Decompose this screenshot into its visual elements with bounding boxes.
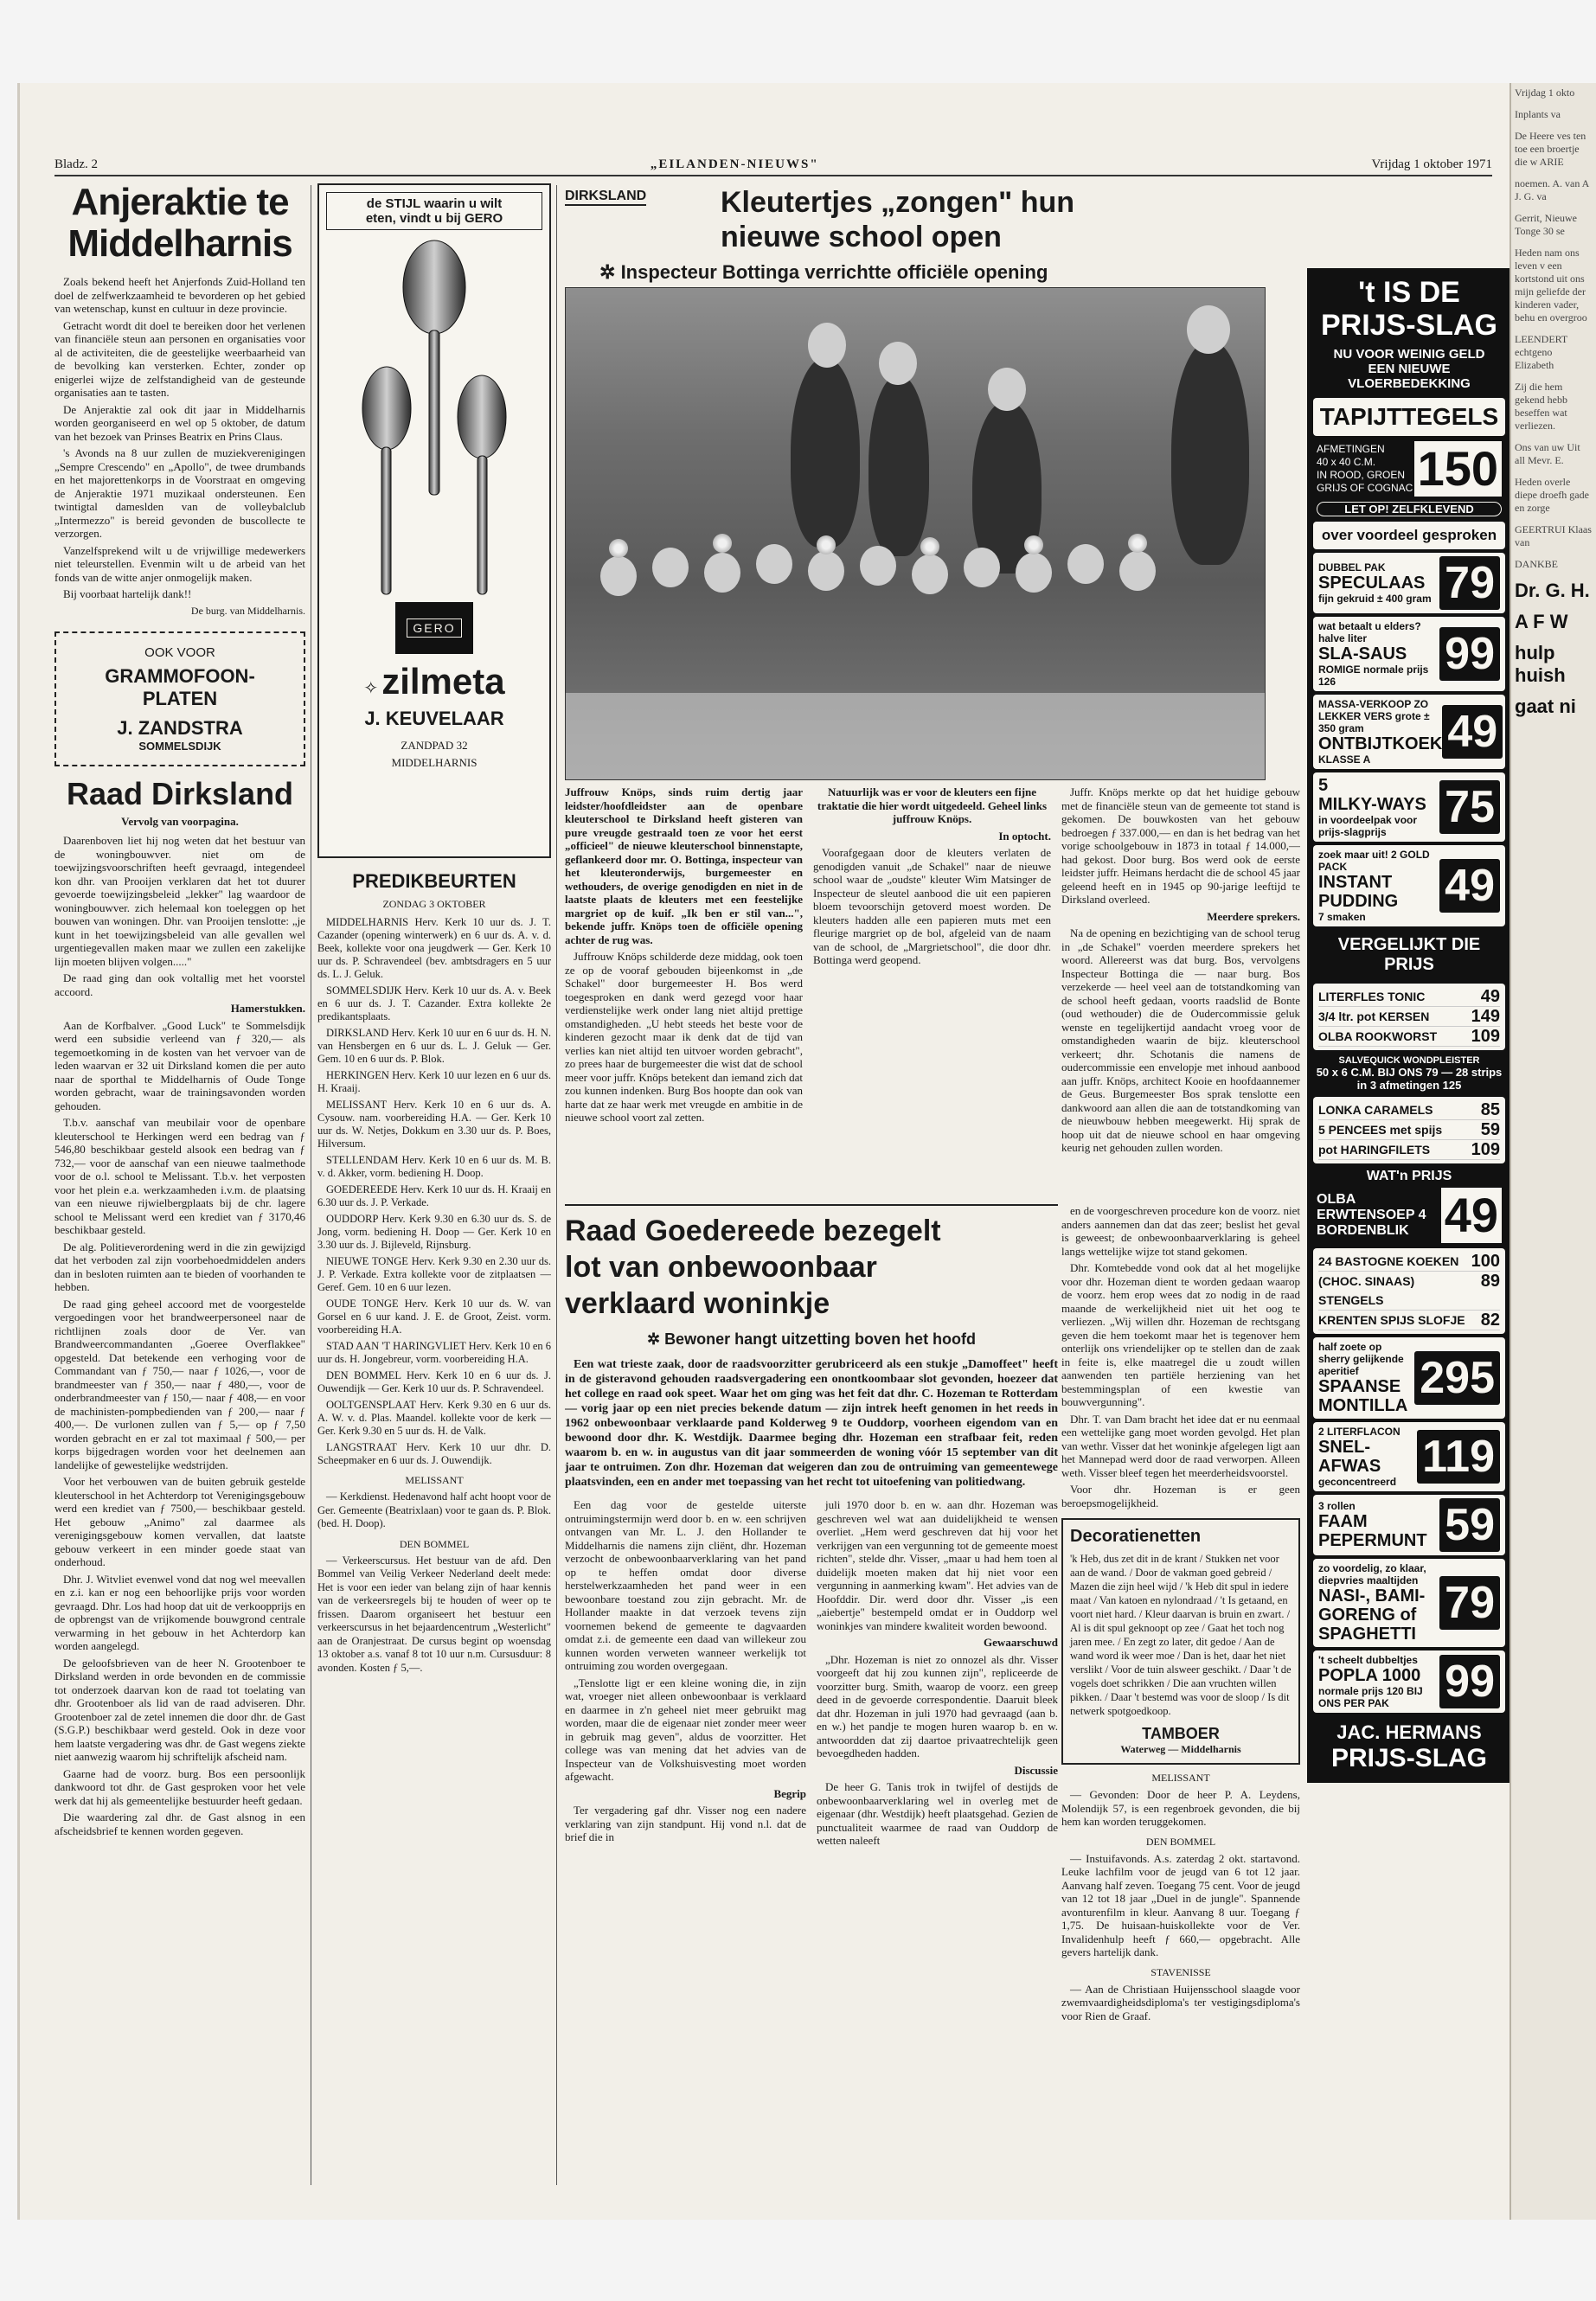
price-row-name: 3/4 ltr. pot KERSEN bbox=[1318, 1009, 1430, 1023]
paragraph: — Kerkdienst. Hedenavond half acht hoopt voor de Ger. Gemeente (Beatrixlaan) voor te gaan ds. P. Blok. (bed. H. Doop). bbox=[317, 1490, 551, 1529]
paragraph: De geloofsbrieven van de heer N. Grootenboer te Dirksland werden in orde bevonden en de commissie tot onderzoek daarvan kon de raad tot toelating van dhr. Grootenboer als lid van de raad adviseren. Dhr. Grootenboer zal de zetel innemen die door dhr. de Gast (S.G.P.) beschikbaar werd gesteld. Ook in deze voor hem laatste vergadering was dhr. de Gast wegens ziekte niet aanwezig waarom hij schriftelijk afscheid nam. bbox=[54, 1656, 305, 1763]
ad-item bbox=[1313, 1559, 1505, 1647]
next-page-text bbox=[1511, 83, 1596, 730]
price-row-value: 89 bbox=[1480, 1272, 1500, 1291]
lead-title-line: Kleutertjes „zongen" hun bbox=[721, 186, 1075, 219]
ad-tag-line: VLOERBEDEKKING bbox=[1348, 376, 1471, 391]
paragraph: — Gevonden: Door de heer P. A. Leydens, Molendijk 57, is een regenbroek gevonden, die bij hem kan worden teruggekomen. bbox=[1061, 1788, 1300, 1828]
paragraph: De Anjeraktie zal ook dit jaar in Middelharnis worden georganiseerd en wel op 5 oktober, de datum van het bezoek van Prinses Beatrix en Prins Claus. bbox=[54, 402, 305, 443]
price-row-name: LITERFLES TONIC bbox=[1318, 990, 1426, 1003]
item-line: in voordeelpak voor prijs-slagprijs bbox=[1318, 814, 1418, 838]
item-name: SLA-SAUS bbox=[1318, 644, 1407, 663]
photo-child-head bbox=[652, 548, 689, 587]
shop-city: MIDDELHARNIS bbox=[391, 756, 478, 769]
item-name: NASI-, BAMI-GORENG of SPAGHETTI bbox=[1318, 1586, 1426, 1644]
item-line: normale prijs 120 BIJ ONS PER PAK bbox=[1318, 1685, 1423, 1709]
price-row-value: 109 bbox=[1471, 1027, 1500, 1046]
lead-title-line: nieuwe school open bbox=[721, 221, 1002, 253]
photo-child-head bbox=[600, 556, 637, 596]
church-entry: GOEDEREEDE Herv. Kerk 10 uur ds. H. Kraaij en 6.30 uur ds. J. P. Verkade. bbox=[317, 1183, 551, 1208]
spec-line: 40 x 40 C.M. bbox=[1317, 456, 1376, 468]
paragraph: — Instuifavonds. A.s. zaterdag 2 okt. startavond. Leuke lachfilm voor de jeugd van 6 tot 12 jaar. Aanvang half zeven. Toegang 75 cent. Voor de jeugd van 12 tot 18 jaar „Duel in de jungle". Spannende avonturenfilm in kleur. Aanvang 8 uur. Toegang ƒ 1,75. De huisaan-huiskollekte voor de Ver. Invalidenhulp heeft ƒ 660,— opgebracht. Alle gevers hartelijk dank. bbox=[1061, 1851, 1300, 1958]
photo-caption: Juffrouw Knöps, sinds ruim dertig jaar leidster/hoofdleidster aan de openbare kleuterschool te Dirksland heeft gisteren van pure vreugde gestraald toen ze voor het eerst „officieel" de nieuwe kleuterschool binnenstapte, geflankeerd door mr. O. Bottinga, inspecteur van het kleuteronderwijs, burgemeester en wethouders, de overige genodigden en niet in de laatste plaats de kleuters met een feestelijke margriet op de kuif. „Ik ben er stil van...", bekende juffr. Knöps toen de officiële opening achter de rug was. bbox=[565, 785, 803, 946]
paragraph: „Tenslotte ligt er een kleine woning die, in zijn wat, vroeger niet alleen onbewoonbaar is verklaard en daarmee in z'n geheel niet meer gebruikt mag worden, maar die de eigenaar niet zonder meer weer in gebruik mag geven", aldus de voorzitter. Het college was van mening dat het advies van de Inspecteur van de Volkshuisvesting moet worden afgewacht. bbox=[565, 1676, 806, 1783]
next-page-line: A F W bbox=[1515, 611, 1568, 632]
item-line: DUBBEL PAK bbox=[1318, 561, 1386, 574]
church-entry: OUDE TONGE Herv. Kerk 10 uur ds. W. van Gorsel en 6 uur kand. J. E. de Groot, Zeist. vorm. voorbereiding H.A. bbox=[317, 1298, 551, 1336]
price-row bbox=[1318, 1140, 1500, 1160]
page-number: Bladz. 2 bbox=[54, 157, 98, 171]
news-place: MELISSANT bbox=[1151, 1772, 1210, 1784]
next-page-line: Inplants va bbox=[1515, 108, 1561, 120]
photo-child-head bbox=[808, 551, 844, 591]
price-row bbox=[1318, 1311, 1500, 1330]
second-title-line: lot van onbewoonbaar bbox=[565, 1251, 877, 1284]
article-title-raad-dirksland: Raad Dirksland bbox=[66, 776, 294, 811]
ad-tegels-spec bbox=[1310, 438, 1509, 500]
spec-list bbox=[1317, 443, 1413, 495]
signature: De burg. van Middelharnis. bbox=[190, 604, 305, 617]
paragraph: Juffrouw Knöps schilderde deze middag, ook toen ze op de vooraf gebouden bijeenkomst in „de Schakel" door burgemeester H. Bos werd toegesproken en dank werd gezegd voor haar verdienstelijke werk onder lang niet altijd prettige omstandigheden. „U hebt steeds het beste voor de kinderen gezocht maar ik denk dat de tijd van verlies kan niet altijd ten uitvoer worden gebracht", zo prees haar de burgemeester die wist dat de school meer voor juffr. Knöps betekent dan iemand zich dat zou kunnen indenken. Burg Bos hoopte dan ook van harte dat ze haar werk met vreugde en ambitie in de nieuwe school voort zal zetten. bbox=[565, 950, 803, 1124]
price-row-name: 24 BASTOGNE KOEKEN bbox=[1318, 1254, 1459, 1268]
ad-erwtensoep bbox=[1310, 1186, 1509, 1245]
ad-line: J. ZANDSTRA bbox=[117, 717, 243, 739]
ad-item bbox=[1313, 845, 1505, 926]
ad-poem: 'k Heb, dus zet dit in de krant / Stukken net voor aan de wand. / Door de vakman goed gebreid / Mazen die zijn heel wijd / 'k Heb dit spul in iedere maat / Van katoen en nylondraad / 't Is getaand, en voort niet hard. / Kleur daarvan is bruin en zwart. / Al is dit spul geknoopt op zee / Gaat het toch nog jaren mee. / En zegt zo later, dit gedoe / Aan de wand word ik weer moe / Dan is het, daar het niet verslikt / Voor de tuin alsweer geschikt. / Daar 't de vogels doet schrikken / Die aan vruchten willen pikken. / Daar 't bestemd was voor de sloop / Is dit netwerk spotgoedkoop. bbox=[1070, 1553, 1292, 1717]
melissant-news bbox=[1061, 1788, 1300, 1829]
title-line-2: Middelharnis bbox=[67, 222, 292, 265]
photo-children-row bbox=[600, 522, 1240, 677]
ad-price-list bbox=[1313, 1248, 1505, 1334]
price-row bbox=[1318, 987, 1500, 1007]
spec-line: GRIJS OF COGNAC bbox=[1317, 482, 1413, 494]
price-row-value: 49 bbox=[1480, 987, 1500, 1006]
lead-col-a bbox=[565, 785, 803, 1128]
lead-col-c bbox=[1061, 785, 1300, 1158]
photo-figure bbox=[791, 357, 860, 548]
second-subtitle-text: Bewoner hangt uitzetting boven het hoofd bbox=[664, 1330, 977, 1348]
spoons-illustration bbox=[326, 235, 542, 599]
photo-child-head bbox=[860, 546, 896, 586]
paragraph: Voorafgegaan door de kleuters verlaten de genodigden vanuit „de Schakel" naar de nieuwe school waar de „oudste" kleuter Wim Matsinger de Inspecteur de sleutel aanbood die uit een papieren bloem tevoorschijn getoverd moest worden. De kleuters hadden alle een papieren muts met een fleurige margriet op de bol, afgeleid van de naam van de school, de „Margrietschool", die door dhr. Bottinga werd geopend. bbox=[813, 846, 1051, 966]
news-place: DEN BOMMEL bbox=[399, 1537, 470, 1550]
price-row-name: 5 PENCEES met spijs bbox=[1318, 1123, 1443, 1137]
item-name: SPECULAAS bbox=[1318, 574, 1426, 593]
price-row bbox=[1318, 1272, 1500, 1311]
next-page-line: Gerrit, Nieuwe Tonge 30 se bbox=[1515, 212, 1577, 237]
item-name: FAAM PEPERMUNT bbox=[1318, 1512, 1427, 1550]
paragraph: Getracht wordt dit doel te bereiken door het verlenen van financiële steun aan personen en organisaties voor al de activiteiten, die de geestelijke weerbaarheid van de bevolking kan versterken. Echter, zonder op enigerlei wijze de zelfstandigheid van de gesteunde organisaties aan te tasten. bbox=[54, 318, 305, 399]
column-anjeraktie bbox=[54, 183, 305, 2190]
spec-line: IN ROOD, GROEN bbox=[1317, 469, 1406, 481]
price-row-name: OLBA ROOKWORST bbox=[1318, 1029, 1438, 1043]
flower-icon bbox=[609, 539, 628, 558]
ad-title: Decoratienetten bbox=[1070, 1527, 1202, 1546]
item-name: MILKY-WAYS bbox=[1318, 795, 1426, 814]
church-entry: STAD AAN 'T HARINGVLIET Herv. Kerk 10 en 6 uur ds. H. Jongebreur, vorm. voorbereiding H.A. bbox=[317, 1340, 551, 1365]
paragraph: Dhr. J. Witvliet evenwel vond dat nog wel meevallen en z.i. kan er nog een behoorlijke prijs voor worden gevraagd. Dhr. Los had hoop dat uit de verkoopprijs en de opbrengst van de vrijkomende bouwgrond centrale verwarming in het gebouw in het Achterdorp kan worden aangelegd. bbox=[54, 1572, 305, 1652]
shop-address: ZANDPAD 32 bbox=[401, 739, 468, 752]
photo-caption: Natuurlijk was er voor de kleuters een fijne traktatie die hier wordt uitgedeeld. Geheel links juffrouw Knöps. bbox=[817, 785, 1048, 825]
ad-item-text bbox=[1318, 698, 1442, 766]
paragraph: Bij voorbaat hartelijk dank!! bbox=[63, 587, 192, 600]
ad-footer bbox=[1310, 1716, 1509, 1780]
price-tag: 150 bbox=[1414, 441, 1502, 497]
church-entry: DEN BOMMEL Herv. Kerk 10 en 6 uur ds. J. Ouwendijk — Ger. Kerk 10 uur ds. P. Schravendeel. bbox=[317, 1369, 551, 1394]
shop-name: J. KEUVELAAR bbox=[364, 708, 504, 729]
price-row bbox=[1318, 1007, 1500, 1027]
ad-item-text bbox=[1318, 849, 1439, 923]
gero-label: GERO bbox=[407, 619, 461, 638]
next-page-line: gaat ni bbox=[1515, 695, 1576, 717]
ad-prijsslag bbox=[1307, 268, 1511, 1783]
news-place: DEN BOMMEL bbox=[1145, 1835, 1216, 1848]
item-line: 5 bbox=[1318, 776, 1329, 795]
slogan-line: eten, vindt u bij GERO bbox=[365, 211, 503, 226]
ad-price-list bbox=[1313, 984, 1505, 1050]
church-entry: HERKINGEN Herv. Kerk 10 uur lezen en 6 uur ds. H. Kraaij. bbox=[317, 1069, 551, 1094]
item-line: zoek maar uit! 2 GOLD PACK bbox=[1318, 849, 1430, 873]
paragraph: De heer G. Tanis trok in twijfel of destijds de onbewoonbaarverklaring wel in overleg met de eigenaar (dhr. Westdijk) heeft plaatsgehad. Gezien de punctualiteit waarmee de raad van Ouddorp de wetten naleeft bbox=[817, 1780, 1058, 1847]
item-name: SNEL-AFWAS bbox=[1318, 1438, 1381, 1476]
next-page-line: Zij die hem gekend hebb beseffen wat verliezen. bbox=[1515, 381, 1567, 432]
ad-slogan bbox=[326, 192, 542, 230]
ad-line: GRAMMOFOON- bbox=[105, 665, 255, 687]
paragraph: De alg. Politieverordening werd in die zin gewijzigd dat het verboden zal zijn voorbehoedmiddelen anders dan in besloten ruimten aan te bieden of voorhanden te hebben. bbox=[54, 1240, 305, 1293]
preek-list bbox=[317, 916, 551, 1467]
flower-icon bbox=[817, 535, 836, 554]
melissant-news bbox=[317, 1490, 551, 1531]
article-title-anjeraktie bbox=[54, 183, 305, 263]
next-page-line: Ons van uw Uit all Mevr. E. bbox=[1515, 441, 1580, 466]
paragraph: Zoals bekend heeft het Anjerfonds Zuid-Holland ten doel de zelfwerkzaamheid te bevorderen op het gebied van wetenschap, kunst en cultuur in deze provincie. bbox=[54, 275, 305, 315]
ad-item-text bbox=[1318, 1426, 1417, 1488]
item-line: 't scheelt dubbeltjes bbox=[1318, 1654, 1418, 1666]
item-line: wat betaalt u elders? halve liter bbox=[1318, 620, 1421, 644]
section-head: Begrip bbox=[773, 1786, 806, 1800]
paragraph: — Aan de Christiaan Huijensschool slaagde voor zwemvaardigheidsdiploma's ter vestigingsdiploma's voor Rien de Graaf. bbox=[1061, 1982, 1300, 2022]
slogan-line: de STIJL waarin u wilt bbox=[366, 196, 503, 211]
paragraph: De raad ging geheel accoord met de voorgestelde vergoedingen voor het brandweerpersoneel naar de richtlijnen zoals door de Ver. van Brandweercommandanten „Goeree Overflakkee" opgesteld. Dat betekende een verhoging voor de Commandant van ƒ 750,— naar ƒ 1026,—, voor de brandmeester van ƒ 350,— naar ƒ 480,—, voor de onderbrandmeester van ƒ 150,— naar ƒ 408,— en voor de machinisten-pompbedienden van ƒ 200,— naar ƒ 400,—. De vurlonen zullen van ƒ 5,— op ƒ 7,50 worden gebracht en er zal tot maximaal ƒ 500,— per korps bijgedragen worden voor het deelnemen aan landelijke of gewestelijke wedstrijden. bbox=[54, 1297, 305, 1471]
next-page-line: Dr. G. H. bbox=[1515, 580, 1590, 601]
ad-line: OOK VOOR bbox=[144, 645, 215, 660]
church-entry: LANGSTRAAT Herv. Kerk 10 uur dhr. D. Scheepmaker en 6 uur ds. J. Ouwendijk. bbox=[317, 1441, 551, 1466]
ad-item-text bbox=[1318, 776, 1439, 838]
paragraph: Voor het verbouwen van de buiten gebruik gestelde kleuterschool in het Achterdorp tot Verenigingsgebouw werd een krediet van ƒ 7500,— beschikbaar gesteld. Het gebouw „Animo" zal daarmee als verenigingsgebouw komen vervallen, dat laatste gebouw verkeert in een minder goede staat van onderhoud. bbox=[54, 1475, 305, 1568]
ad-item-text bbox=[1318, 561, 1432, 605]
price-row-name: pot HARINGFILETS bbox=[1318, 1143, 1431, 1157]
ad-item bbox=[1313, 695, 1505, 769]
ad-headline-line: 't IS DE bbox=[1358, 276, 1460, 309]
preek-date: ZONDAG 3 OKTOBER bbox=[382, 898, 486, 910]
flower-icon bbox=[713, 534, 732, 553]
ad-tegels: TAPIJTTEGELS bbox=[1313, 398, 1505, 436]
ad-item-text bbox=[1318, 1500, 1439, 1550]
raad-dirksland-body bbox=[54, 834, 305, 1837]
second-title-line: Raad Goedereede bezegelt bbox=[565, 1215, 941, 1247]
item-line: half zoete op sherry gelijkende aperitief bbox=[1318, 1341, 1404, 1377]
price-row-value: 82 bbox=[1480, 1311, 1500, 1330]
church-entry: DIRKSLAND Herv. Kerk 10 uur en 6 uur ds. H. N. van Hensbergen en 6 uur ds. L. J. Geluk — Ger. Gem. 10 en 6 uur ds. P. Blok. bbox=[317, 1027, 551, 1065]
shop-name: TAMBOER bbox=[1142, 1725, 1220, 1742]
price-row bbox=[1318, 1252, 1500, 1272]
price-row-name: KRENTEN SPIJS SLOFJE bbox=[1318, 1313, 1465, 1327]
item-line: zo voordelig, zo klaar, diepvries maaltijden bbox=[1318, 1562, 1426, 1586]
ad-item bbox=[1313, 617, 1505, 691]
price-row-value: 85 bbox=[1480, 1100, 1500, 1119]
paragraph: en de voorgeschreven procedure kon de voorz. niet anders aannemen dan dat das zeer; beslist het geval is geweest; de onbewoonbaarverklaring is geheel langs wettelijke wijze tot stand gekomen. bbox=[1061, 1204, 1300, 1258]
paragraph: Dhr. T. van Dam bracht het idee dat er nu eenmaal een wettelijke gang moet worden gevolgd. Het plan van wethr. Visser dat het woninkje afgelegen ligt aan het Mannepad werd door de raad verworpen. Alleen weth. Visser bleef tegen het meerderheidsvoorstel. bbox=[1061, 1412, 1300, 1479]
ad-tamboer bbox=[1061, 1518, 1300, 1765]
gero-logo bbox=[395, 602, 473, 654]
stavenisse-news bbox=[1061, 1983, 1300, 2023]
paragraph: 's Avonds na 8 uur zullen de muziekverenigingen „Sempre Crescendo" en „Apollo", de twee drumbands en het majorettenkorps in de Voorstraat en omgeving de Anjeraktie 1971 muzikaal ondersteunen. Een twintigtal dameslden van de volleybalclub „Intermezzo" is bereid gevonden de buscollecte te verzorgen. bbox=[54, 446, 305, 540]
price-row-name: LONKA CARAMELS bbox=[1318, 1103, 1433, 1117]
paragraph: „Dhr. Hozeman is niet zo onnozel als dhr. Visser voorgeeft dat hij zou kunnen zijn", repliceerde de voorzitter burg. Smith, waarop de voorz. een greep deed in de gevoerde correspondentie. Daaruit bleek dat dhr. Hozeman in juli 1970 had gevraagd (aan b. en w.) het pandje te mogen huren waarop b. en w. antwoordden dat zij daartoe privaatrechtelijk geen bevoegdheden hadden. bbox=[817, 1652, 1058, 1759]
price-row bbox=[1318, 1100, 1500, 1120]
denbommel-news bbox=[1061, 1852, 1300, 1959]
photo-table bbox=[566, 693, 1265, 779]
price-tag: 99 bbox=[1439, 627, 1500, 681]
paragraph: Aan de Korfbalver. „Good Luck" te Sommelsdijk werd een subsidie verleend van ƒ 320,— als tegemoetkoming in de kosten van het vervoer van de leden waarvan er 32 uit Dirksland komen die per auto naar de sporthal te Middelharnis of Oude Tonge worden gebracht, waar de trainingsavonden worden gehouden. bbox=[54, 1018, 305, 1112]
salvequick-line: 50 x 6 C.M. BIJ ONS 79 — 28 strips in 3 afmetingen 125 bbox=[1316, 1066, 1503, 1092]
photo-figure-head bbox=[879, 342, 917, 385]
star-icon: ✲ bbox=[599, 261, 616, 283]
photo-child-head bbox=[704, 553, 740, 593]
paragraph: Een wat trieste zaak, door de raadsvoorzitter gerubriceerd als een stukje „Damoffeet" heeft in de gisteravond gehouden raadsvergadering een onontkoombaar slot gevonden, hoezeer dat het college en raad ook speet. Waar het om ging was het feit dat dhr. C. Hozeman te Rotterdam — vorig jaar op een niet precies bekende datum — zijn intrek heeft genomen in het reeds in 1962 onbewoonbaar verklaarde pand Kolderweg 9 te Ouddorp, voorheen eigendom van en bewoond door dhr. K. Westdijk. Daarmee beging dhr. Hozeman een strafbaar feit, reden waarom b. en w. in augustus van dit jaar sommeerden de woning vóór 15 september van dit jaar te ontruimen. Zon dhr. Hozeman dat weigeren dan zou de ontruiming van gemeentewege plaatsvinden, een en ander met toepassing van het recht tot uitoefening van politiedwang. bbox=[565, 1358, 1058, 1489]
issue-date: Vrijdag 1 oktober 1971 bbox=[1371, 157, 1492, 171]
ad-item bbox=[1313, 553, 1505, 613]
article-subtitle: Vervolg van voorpagina. bbox=[121, 815, 239, 828]
photo-figure-head bbox=[1187, 305, 1230, 354]
ad-footer-line: PRIJS-SLAG bbox=[1330, 1744, 1488, 1772]
price-tag: 75 bbox=[1439, 780, 1500, 834]
next-page-line: Heden nam ons leven v een kortstond uit ons mijn geliefde der kinderen vader, behu en overgroo bbox=[1515, 247, 1587, 324]
news-place: STAVENISSE bbox=[1151, 1965, 1211, 1978]
section-head: Gewaarschuwd bbox=[984, 1636, 1058, 1649]
paragraph: Ter vergadering gaf dhr. Visser nog een nadere verklaring van zijn standpunt. Hij vond n.l. dat de brief die in bbox=[565, 1804, 806, 1843]
lead-col-b bbox=[813, 785, 1051, 971]
photo-child-head bbox=[1016, 553, 1052, 593]
item-name: ONTBIJTKOEK bbox=[1318, 734, 1443, 753]
next-page-line: De Heere ves ten toe een broertje die w ARIE bbox=[1515, 130, 1586, 168]
preek-title: PREDIKBEURTEN bbox=[352, 870, 516, 892]
paragraph: T.b.v. aanschaf van meubilair voor de openbare kleuterschool te Herkingen werd een bedrag van ƒ 546,80 beschikbaar gesteld alsook een bedrag van ƒ 732,— voor de aanschaf van een nieuwe taalmethode voor de o.l. school te Melissant. T.b.v. het verposten voor het plein e.a. werkzaamheden i.v.m. de plaatsing van een nieuwe rijwielbergplaats bij de chr. lagere school te Melissant werd een krediet van ƒ 3170,46 beschikbaar gesteld. bbox=[54, 1116, 305, 1236]
anjeraktie-body bbox=[54, 275, 305, 618]
ad-line: PLATEN bbox=[142, 688, 218, 709]
second-body bbox=[565, 1498, 1058, 1851]
price-tag: 295 bbox=[1414, 1351, 1500, 1405]
church-entry: OOLTGENSPLAAT Herv. Kerk 9.30 en 6 uur ds. A. W. v. d. Plas. Maandel. kollekte voor de kerk — Ger. Kerk 9.30 en 5 uur ds. H. de Valk. bbox=[317, 1399, 551, 1437]
ad-section-title: WAT'n PRIJS bbox=[1366, 1169, 1452, 1183]
next-page-line: LEENDERT echtgeno Elizabeth bbox=[1515, 333, 1568, 371]
paragraph: Juffr. Knöps merkte op dat het huidige gebouw met de financiële steun van de gemeente tot stand is gekomen. De bouwkosten van het gebouw bedroegen ƒ 337.000,— en dan is het bedrag van het vorige schoolgebouw in 1873 in totaal ƒ 14.000,— had gekost. Door burg. Bos werd ook de eerste leidster juffr. Heimans herdacht die de school 45 jaar geleend heeft en in 1945 op 90-jarige leeftijd te Dirksland overleed. bbox=[1061, 785, 1300, 906]
ad-zandstra bbox=[54, 631, 305, 766]
lead-story-columns bbox=[565, 785, 1300, 1192]
newspaper-page bbox=[17, 83, 1509, 2220]
next-page-line: Vrijdag 1 okto bbox=[1515, 87, 1575, 99]
next-page-line: hulp huish bbox=[1515, 642, 1566, 686]
item-line: 2 LITERFLACON bbox=[1318, 1426, 1401, 1438]
price-tag: 49 bbox=[1439, 859, 1500, 913]
next-page-line: noemen. A. van A J. G. va bbox=[1515, 177, 1589, 202]
church-entry: MIDDELHARNIS Herv. Kerk 10 uur ds. J. T. Cazander (opening winterwerk) en 6 uur ds. A. v. d. Beek, kollekte voor ona jeugdwerk — Ger. Kerk 10 uur ds. P. Schravendeel (bev. ambtsdragers en 5 uur ds. L. J. Geluk. bbox=[317, 916, 551, 980]
ad-headline bbox=[1310, 271, 1509, 347]
church-entry: MELISSANT Herv. Kerk 10 en 6 uur ds. A. Cysouw. nam. voorbereiding H.A. — Ger. Kerk 10 uur ds. W. Netjes, Dokkum en 3.30 uur ds. P. Boes, Hilversum. bbox=[317, 1099, 551, 1150]
item-name: POPLA 1000 bbox=[1318, 1666, 1421, 1685]
ad-tag-line: NU VOOR WEINIG GELD bbox=[1333, 347, 1485, 362]
ad-tag-line: EEN NIEUWE bbox=[1368, 362, 1451, 376]
section-head: In optocht. bbox=[998, 829, 1051, 843]
ad-item-text bbox=[1318, 1562, 1439, 1644]
paper-title: „EILANDEN-NIEUWS" bbox=[650, 157, 819, 171]
item-line: geconcentreerd bbox=[1318, 1476, 1397, 1488]
second-intro bbox=[565, 1357, 1058, 1490]
paragraph: Gaarne had de voorz. burg. Bos een persoonlijk dankwoord tot dhr. de Gast gesproken voor het vele werk dat hij als gemeentelijke bestuurder heeft gedaan. bbox=[54, 1766, 305, 1807]
price-row bbox=[1318, 1120, 1500, 1140]
section-head: Meerdere sprekers. bbox=[1207, 909, 1300, 923]
church-entry: NIEUWE TONGE Herv. Kerk 9.30 en 2.30 uur ds. J. P. Verkade. Extra kollekte voor de zitplaatsen — Geref. Gem. 10 en 6 uur lezen. bbox=[317, 1255, 551, 1293]
item-line: fijn gekruid ± 400 gram bbox=[1318, 593, 1432, 605]
ad-item bbox=[1313, 1337, 1505, 1419]
price-row-value: 109 bbox=[1471, 1140, 1500, 1159]
paragraph: Die waardering zal dhr. de Gast alsnog in een afscheidsbrief te kennen worden gegeven. bbox=[54, 1811, 305, 1837]
salvequick-line: SALVEQUICK WONDPLEISTER bbox=[1338, 1055, 1480, 1066]
ad-item bbox=[1313, 772, 1505, 842]
second-title-line: verklaard woninkje bbox=[565, 1287, 830, 1320]
spec-line: AFMETINGEN bbox=[1317, 443, 1385, 455]
second-col-b bbox=[817, 1498, 1058, 1851]
ad-item bbox=[1313, 1650, 1505, 1713]
price-row-value: 59 bbox=[1480, 1120, 1500, 1139]
lead-title bbox=[721, 185, 1074, 254]
price-row bbox=[1318, 1027, 1500, 1047]
zilmeta-logo bbox=[326, 661, 542, 702]
lead-subtitle bbox=[599, 261, 1048, 284]
second-title bbox=[565, 1213, 1058, 1322]
photo-figure-head bbox=[988, 368, 1026, 411]
church-entry: SOMMELSDIJK Herv. Kerk 10 uur ds. A. v. Beek en 6 uur ds. J. T. Cazander. Extra kollekte 2e predikantsplaats. bbox=[317, 984, 551, 1022]
shop-address: Waterweg — Middelharnis bbox=[1120, 1743, 1241, 1755]
column-continuation bbox=[1061, 1204, 1300, 2190]
news-place: MELISSANT bbox=[405, 1474, 464, 1486]
star-icon: ✲ bbox=[646, 1330, 661, 1348]
photo-kleuters bbox=[565, 287, 1266, 780]
second-subtitle bbox=[565, 1330, 1058, 1349]
price-row-value: 100 bbox=[1471, 1252, 1500, 1271]
ad-item-text bbox=[1318, 620, 1439, 688]
item-line: KLASSE A bbox=[1318, 753, 1371, 766]
ad-footer-line: JAC. HERMANS bbox=[1336, 1721, 1482, 1743]
second-col-c bbox=[1061, 1204, 1300, 1509]
paragraph: Dhr. Komtebedde vond ook dat al het mogelijke voor dhr. Hozeman dient te worden gedaan waarop de voorz. hem erop wees dat zo nodig in de raad maande de werkelijkheid niet uit het oog te verliezen. „Wij willen dhr. Hozeman de rechtsgang geven die hem toekomt maar het is tegenover hem onterlijk ons vriendelijker op te stellen dan de zaak in feite is, elke maatregel die u zoudt willen aanwenden ten partiële herziening van het bestemmingsplan of een kwestie van bouwvergunning". bbox=[1061, 1261, 1300, 1408]
ad-item-text bbox=[1318, 1341, 1414, 1415]
lead-story-header bbox=[565, 185, 1300, 285]
flower-icon bbox=[1024, 535, 1043, 554]
ad-item bbox=[1313, 1422, 1505, 1491]
price-tag: 99 bbox=[1439, 1655, 1500, 1708]
ad-gero-zilmeta bbox=[317, 183, 551, 858]
next-page-edge bbox=[1509, 83, 1596, 2220]
item-line: ROMIGE normale prijs 126 bbox=[1318, 663, 1429, 688]
flower-icon bbox=[920, 537, 939, 556]
item-name: INSTANT PUDDING bbox=[1318, 873, 1399, 911]
masthead bbox=[54, 152, 1492, 176]
ad-item-text bbox=[1318, 1654, 1439, 1709]
denbommel-news bbox=[317, 1554, 551, 1676]
next-page-line: Heden overle diepe droefh gade en zorge bbox=[1515, 476, 1589, 514]
price-tag: 49 bbox=[1441, 1188, 1502, 1243]
price-row-name: (CHOC. SINAAS) STENGELS bbox=[1318, 1274, 1415, 1307]
paragraph: Een dag voor de gestelde uiterste ontruimingstermijn werd door b. en w. een schrijven ontvangen van Mr. L. J. den Hollander te Middelharnis die namens zijn cliënt, dhr. Hozeman verzocht de onbewoonbaarverklaring van het pand op te heffen omdat door diverse herstelwerkzaamheden het pand weer in een bewoonbare toestand zou zijn gebracht. Mr. de Hollander maakte in dat verzoek tevens zijn voornemen bekend de gemeente te dagvaarden omdat z.i. de gemeente een daad van willekeur zou kunnen worden verweten wanneer werkelijk tot ontruiming zou worden overgegaan. bbox=[565, 1498, 806, 1672]
item-line: 3 rollen bbox=[1318, 1500, 1356, 1512]
price-tag: 59 bbox=[1439, 1498, 1500, 1552]
lead-subtitle-text: Inspecteur Bottinga verrichtte officiële opening bbox=[620, 261, 1048, 283]
item-line: 7 smaken bbox=[1318, 911, 1366, 923]
photo-child-head bbox=[1119, 551, 1156, 591]
price-tag: 79 bbox=[1439, 1576, 1500, 1630]
paragraph: Na de opening en bezichtiging van de school terug in „de Schakel" voerden meerdere sprekers het woord. Allereerst was dat burg. Bos, vervolgens Inspecteur Bottinga die — naar burg. Bos verzekerde — heel veel aan de totstandkoming van de school heeft gedaan, voorts raadslid de Bonte (oud wethouder) die de Oudercommissie geluk wenste en tegelijkertijd aandacht vroeg voor de omstandigheden waarin de bijz. kleuterschool verkeert; dhr. Schotanis die namens de oudercommissie een envelopje met inhoud aanbood aan juffr. Knöps, architect Kooie en hoofdaannemer de Geus. Burgemeester Bos sprak tenslotte een dankwoord aan allen die aan de totstandkoming van de nieuwbouw hebben meegewerkt. Hij sprak de hoop uit dat de nieuwe school en haar omgeving keurig net gehouden zullen worden. bbox=[1061, 926, 1300, 1154]
next-page-line: GEERTRUI Klaas van bbox=[1515, 523, 1592, 548]
photo-child-head bbox=[912, 554, 948, 594]
ad-section-title: VERGELIJKT DIE PRIJS bbox=[1337, 935, 1481, 974]
paragraph: Voor dhr. Hozeman is er geen beroepsmogelijkheid. bbox=[1061, 1483, 1300, 1509]
paragraph: Daarenboven liet hij nog weten dat het bestuur van de woningbouwver. niet om de toewijzingsvoorschriften heeft gevraagd, integendeel kon dhr. van Prooijen verklaren dat het tot duurer gevoerde toewijzingsbeleid „lekker" lag waardoor de woningbouwver. zich helemaal kon toeleggen op het bouwen van woningen. Dhr. van Prooijen tenslotte: „je kunt in het toewijzingsbeleid van alle gevallen wel urgentiegevallen maken maar we zullen een zakelijke lijn moeten blijven volgen....." bbox=[54, 834, 305, 968]
second-col-a bbox=[565, 1498, 806, 1851]
ad-note: LET OP! ZELFKLEVEND bbox=[1317, 502, 1502, 516]
paragraph: juli 1970 door b. en w. aan dhr. Hozeman was geschreven wel wat aan duidelijkheid te wensen overliet. „Hem werd geschreven dat hij voor het verkrijgen van een vergunning tot de gemeente moest richten", stelde dhr. Visser, „maar u had hem toen al duidelijk moeten maken dat hij niet voor een vergunning in aanmerking kwam". Het advies van de Hoofddir. Dir. werd door dhr. Visser „is een „aiebertje" bestempeld omdat er in Ouddorp wel woninkjes van mindere kwaliteit worden bewoond. bbox=[817, 1498, 1058, 1632]
item-line: MASSA-VERKOOP ZO LEKKER VERS grote ± 350 gram bbox=[1318, 698, 1430, 734]
next-page-line: DANKBE bbox=[1515, 558, 1558, 570]
photo-figure-head bbox=[808, 323, 846, 368]
church-entry: OUDDORP Herv. Kerk 9.30 en 6.30 uur ds. S. de Jong, vorm. bediening H. Doop — Ger. Kerk 10 en 3.30 uur ds. J. Bijleveld, Rijnsburg. bbox=[317, 1213, 551, 1251]
price-row-value: 149 bbox=[1471, 1007, 1500, 1026]
paragraph: De raad ging dan ook voltallig met het voorstel accoord. bbox=[54, 971, 305, 998]
column-ads-preek bbox=[317, 183, 551, 2190]
ad-headline-line: PRIJS-SLAG bbox=[1320, 309, 1498, 342]
price-tag: 79 bbox=[1439, 556, 1500, 610]
ad-section-title: over voordeel gesproken bbox=[1313, 522, 1505, 549]
item-name: SPAANSE MONTILLA bbox=[1318, 1377, 1408, 1415]
item-name: OLBA ERWTENSOEP 4 BORDENBLIK bbox=[1317, 1192, 1426, 1238]
ad-tagline bbox=[1310, 347, 1509, 396]
section-label: DIRKSLAND bbox=[565, 189, 646, 206]
ad-item bbox=[1313, 1495, 1505, 1555]
section-head: Hamerstukken. bbox=[230, 1002, 305, 1015]
second-story bbox=[565, 1204, 1058, 2190]
title-line-1: Anjeraktie te bbox=[71, 183, 289, 223]
salvequick bbox=[1310, 1054, 1509, 1093]
column-rule bbox=[556, 185, 557, 2185]
photo-child-head bbox=[964, 548, 1000, 587]
price-tag: 49 bbox=[1442, 705, 1503, 759]
photo-child-head bbox=[756, 544, 792, 584]
ad-line: SOMMELSDIJK bbox=[138, 740, 221, 753]
star-icon: ✧ bbox=[363, 679, 379, 698]
paragraph: Vanzelfsprekend wilt u de vrijwillige medewerkers niet teleurstellen. Evenmin wilt u de arbeid van het fonds van de witte anjer onmogelijk maken. bbox=[54, 543, 305, 584]
ad-price-list bbox=[1313, 1097, 1505, 1163]
flower-icon bbox=[1128, 534, 1147, 553]
brand-name: zilmeta bbox=[381, 661, 505, 702]
price-tag: 119 bbox=[1417, 1430, 1500, 1484]
paragraph: — Verkeerscursus. Het bestuur van de afd. Den Bommel van Veilig Verkeer Nederland deelt mede: Het is voor een ieder van belang zijn of haar kennis van de verkeersregels bij te houden of weer op te frissen. Daarom organiseert het bestuur een verkeerscursus in het bejaardencentrum „Westerlicht" aan de Oranjestraat. De cursus begint op woensdag 13 oktober a.s. vanaf 8 tot 10 uur n.m. Cursusduur: 8 avonden. Kosten ƒ 5,—. bbox=[317, 1554, 551, 1674]
church-entry: STELLENDAM Herv. Kerk 10 en 6 uur ds. M. B. v. d. Akker, vorm. bediening H. Doop. bbox=[317, 1154, 551, 1179]
photo-child-head bbox=[1067, 544, 1104, 584]
section-head: Discussie bbox=[1014, 1763, 1058, 1777]
